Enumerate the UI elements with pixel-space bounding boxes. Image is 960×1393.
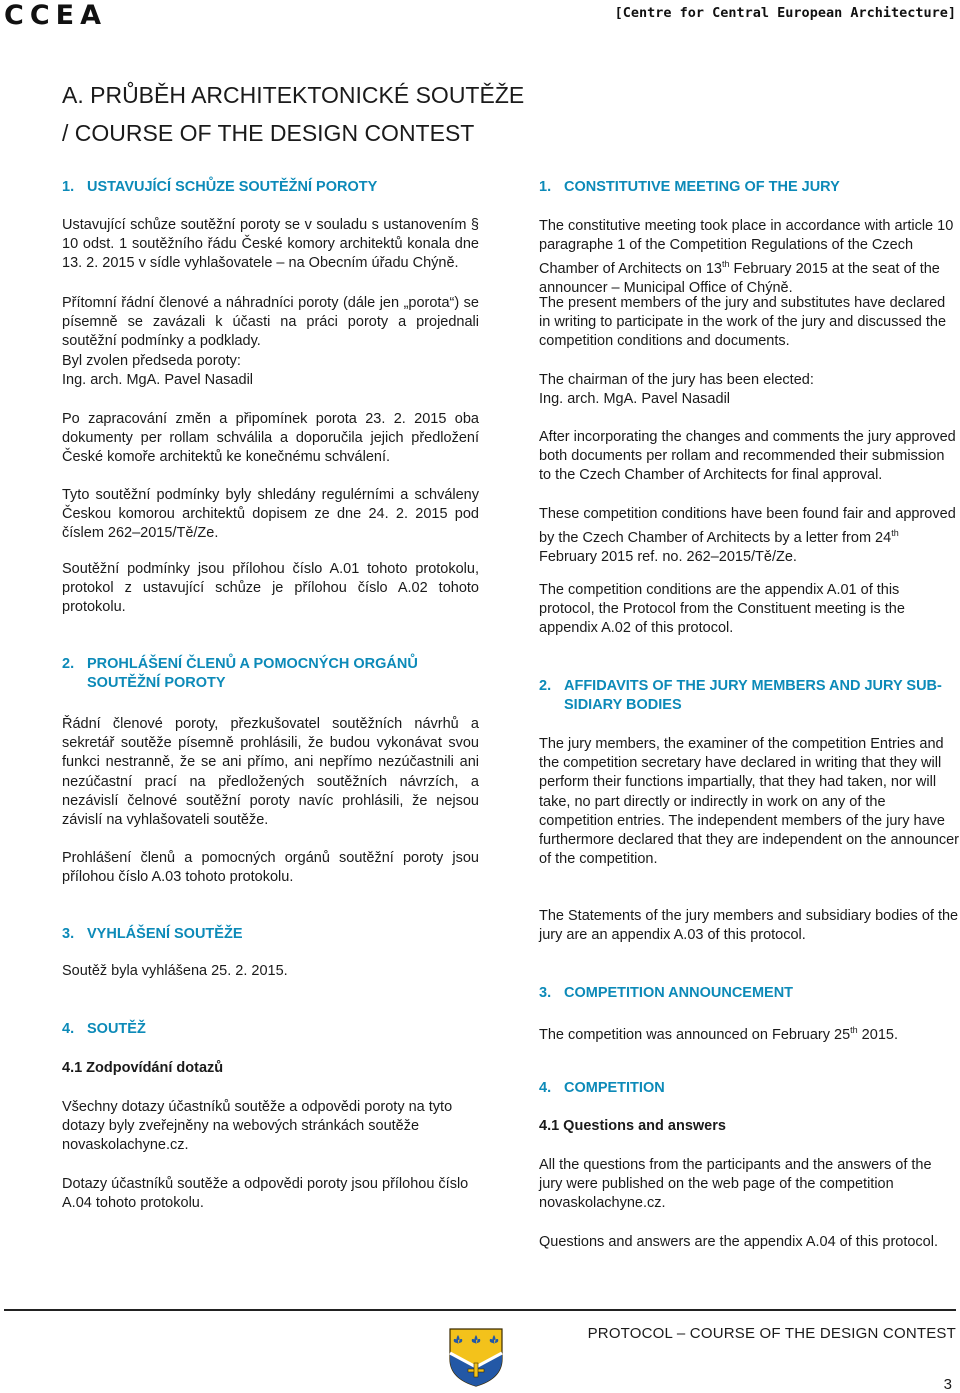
right-s1-paragraph-2: The present members of the jury and substitutes have declared in writing to participate in the work of the jury and discussed the competition conditions and documents.	[539, 295, 947, 350]
organization-name: [Centre for Central European Architecture]	[614, 5, 956, 21]
right-s4-paragraph-2: Questions and answers are the appendix A.04 of this protocol.	[539, 1234, 938, 1250]
left-s4-paragraph-1: Všechny dotazy účastníků soutěže a odpovědi poroty na tyto dotazy byly zveřejněny na webových stránkách soutěže novaskolachyne.cz.	[62, 1099, 453, 1154]
right-s1-chair-label: The chairman of the jury has been elected:	[539, 372, 814, 388]
municipal-coat-of-arms-icon	[446, 1327, 506, 1387]
right-s2-paragraph-2: The Statements of the jury members and subsidiary bodies of the jury are an appendix A.03 of this protocol.	[539, 908, 959, 944]
right-s1-paragraph-7: The competition conditions are the appendix A.01 of this protocol, the Protocol from the Constituent meeting is the appendix A.02 of this protocol.	[539, 582, 905, 637]
section-title-line-1: AFFIDAVITS OF THE JURY MEMBERS AND JURY SUB-	[564, 678, 942, 694]
section-number: 1.	[539, 179, 552, 195]
left-s1-paragraph-1: Ustavující schůze soutěžní poroty se v souladu s ustanovením § 10 odst. 1 soutěžního řádu České komory architektů konala dne 13. 2. 2015 v sídle vyhlašovatele – na Obecním úřadu Chýně.	[62, 217, 479, 272]
footer-divider	[4, 1309, 956, 1311]
section-title-line-2: SOUTĚŽNÍ POROTY	[87, 675, 226, 692]
right-s1-paragraph-1	[539, 217, 957, 299]
text-part: The competition was announced on February 25	[539, 1026, 851, 1043]
left-s3-paragraph-1: Soutěž byla vyhlášena 25. 2. 2015.	[62, 963, 288, 979]
left-section-3-heading	[62, 925, 243, 944]
right-s3-paragraph-1	[539, 1021, 957, 1045]
footer-title: PROTOCOL – COURSE OF THE DESIGN CONTEST	[587, 1325, 956, 1342]
left-section-2-heading	[62, 655, 418, 694]
superscript: th	[850, 1025, 858, 1035]
section-number: 1.	[62, 179, 75, 195]
left-section-4-heading	[62, 1020, 146, 1039]
left-s1-paragraph-7: Soutěžní podmínky jsou přílohou číslo A.01 tohoto protokolu, protokol z ustavující schůze je přílohou číslo A.02 tohoto protokolu.	[62, 561, 479, 616]
section-title: COMPETITION	[564, 1080, 665, 1096]
section-title: VYHLÁŠENÍ SOUTĚŽE	[87, 926, 243, 942]
text-part: February 2015 ref. no. 262–2015/Tě/Ze.	[539, 549, 797, 566]
section-number: 3.	[539, 985, 552, 1001]
section-number: 4.	[62, 1021, 75, 1037]
left-s1-paragraph-5: Po zapracování změn a připomínek porota 23. 2. 2015 oba dokumenty per rollam schválila a doporučila jejich předložení České komoře architektů ke konečnému schválení.	[62, 411, 479, 466]
right-s4-paragraph-1: All the questions from the participants and the answers of the jury were published on the web page of the competition novaskolachyne.cz.	[539, 1157, 932, 1212]
page-title	[62, 76, 524, 152]
left-s4-paragraph-2: Dotazy účastníků soutěže a odpovědi poroty jsou přílohou číslo A.04 tohoto protokolu.	[62, 1176, 469, 1212]
left-s2-paragraph-2: Prohlášení členů a pomocných orgánů soutěžní poroty jsou přílohou číslo A.03 tohoto protokolu.	[62, 850, 479, 886]
section-title: COMPETITION ANNOUNCEMENT	[564, 985, 794, 1001]
right-s1-paragraph-5: After incorporating the changes and comments the jury approved both documents per rollam and recommended their submission to the Czech Chamber of Architects for final approval.	[539, 429, 956, 484]
right-s1-chair-name: Ing. arch. MgA. Pavel Nasadil	[539, 391, 731, 407]
left-s1-paragraph-6: Tyto soutěžní podmínky byly shledány regulérními a schváleny Českou komorou architektů dopisem ze dne 24. 2. 2015 pod číslem 262–2015/Tě/Ze.	[62, 487, 479, 542]
right-s1-paragraph-6	[539, 505, 957, 567]
text-part: 2015.	[857, 1026, 898, 1043]
left-section-1-heading	[62, 178, 377, 197]
section-number: 2.	[539, 678, 552, 694]
left-s1-chair-label: Byl zvolen předseda poroty:	[62, 353, 241, 369]
left-s1-paragraph-2: Přítomní řádní členové a náhradníci poroty (dále jen „porota“) se písemně se zavázali k účasti na práci poroty a projednali soutěžní podmínky a podklady.	[62, 295, 479, 350]
text-part: These competition conditions have been found fair and approved by the Czech Chamber of Architects by a letter from 24	[539, 506, 956, 547]
page-number: 3	[943, 1376, 952, 1393]
right-section-2-heading	[539, 677, 942, 716]
ccea-logo: CCEA	[4, 0, 107, 31]
section-number: 3.	[62, 926, 75, 942]
section-title: USTAVUJÍCÍ SCHŮZE SOUTĚŽNÍ POROTY	[87, 179, 378, 195]
left-s1-chair-name: Ing. arch. MgA. Pavel Nasadil	[62, 372, 254, 388]
superscript: th	[721, 259, 730, 270]
right-section-4-heading	[539, 1079, 665, 1098]
title-line-czech: A. PRŮBĚH ARCHITEKTONICKÉ SOUTĚŽE	[62, 82, 525, 108]
section-title-line-2: SIDIARY BODIES	[564, 697, 682, 714]
section-number: 4.	[539, 1080, 552, 1096]
left-s4-subheading: 4.1 Zodpovídání dotazů	[62, 1060, 224, 1076]
text-part: February 2015 at the seat of the announcer – Municipal Office of Chýně.	[539, 261, 940, 297]
right-section-3-heading	[539, 984, 793, 1003]
title-line-english: / COURSE OF THE DESIGN CONTEST	[62, 120, 475, 146]
right-s4-subheading: 4.1 Questions and answers	[539, 1118, 726, 1134]
right-section-1-heading	[539, 178, 840, 197]
section-title: CONSTITUTIVE MEETING OF THE JURY	[564, 179, 840, 195]
section-title-line-1: PROHLÁŠENÍ ČLENŮ A POMOCNÝCH ORGÁNŮ	[87, 656, 418, 672]
left-s2-paragraph-1: Řádní členové poroty, přezkušovatel soutěžních návrhů a sekretář soutěže písemně prohlásili, že budou vykonávat svou funkci nestranně, že se ani přímo, ani nepřímo nezúčastnili ani nezúčastní prací na předložených soutěžních návrzích, a nezávislí čelnové soutěžní poroty navíc prohlásili, že nejsou závislí na vyhlašovateli soutěže.	[62, 716, 479, 829]
text-part: The constitutive meeting took place in accordance with article 10 paragraphe 1 of the Competition Regulations of the Czech Chamber of Architects on 13	[539, 218, 954, 278]
section-number: 2.	[62, 656, 75, 672]
right-s2-paragraph-1: The jury members, the examiner of the competition Entries and the competition secretary have declared in writing that they will perform their functions impartially, that they had taken, nor will take, no part directly or indirectly in work on any of the competition entries. The independent members of the jury have furthermore declared that they are independent on the announcer of the competition.	[539, 736, 959, 868]
superscript: th	[891, 528, 899, 539]
section-title: SOUTĚŽ	[87, 1021, 146, 1037]
